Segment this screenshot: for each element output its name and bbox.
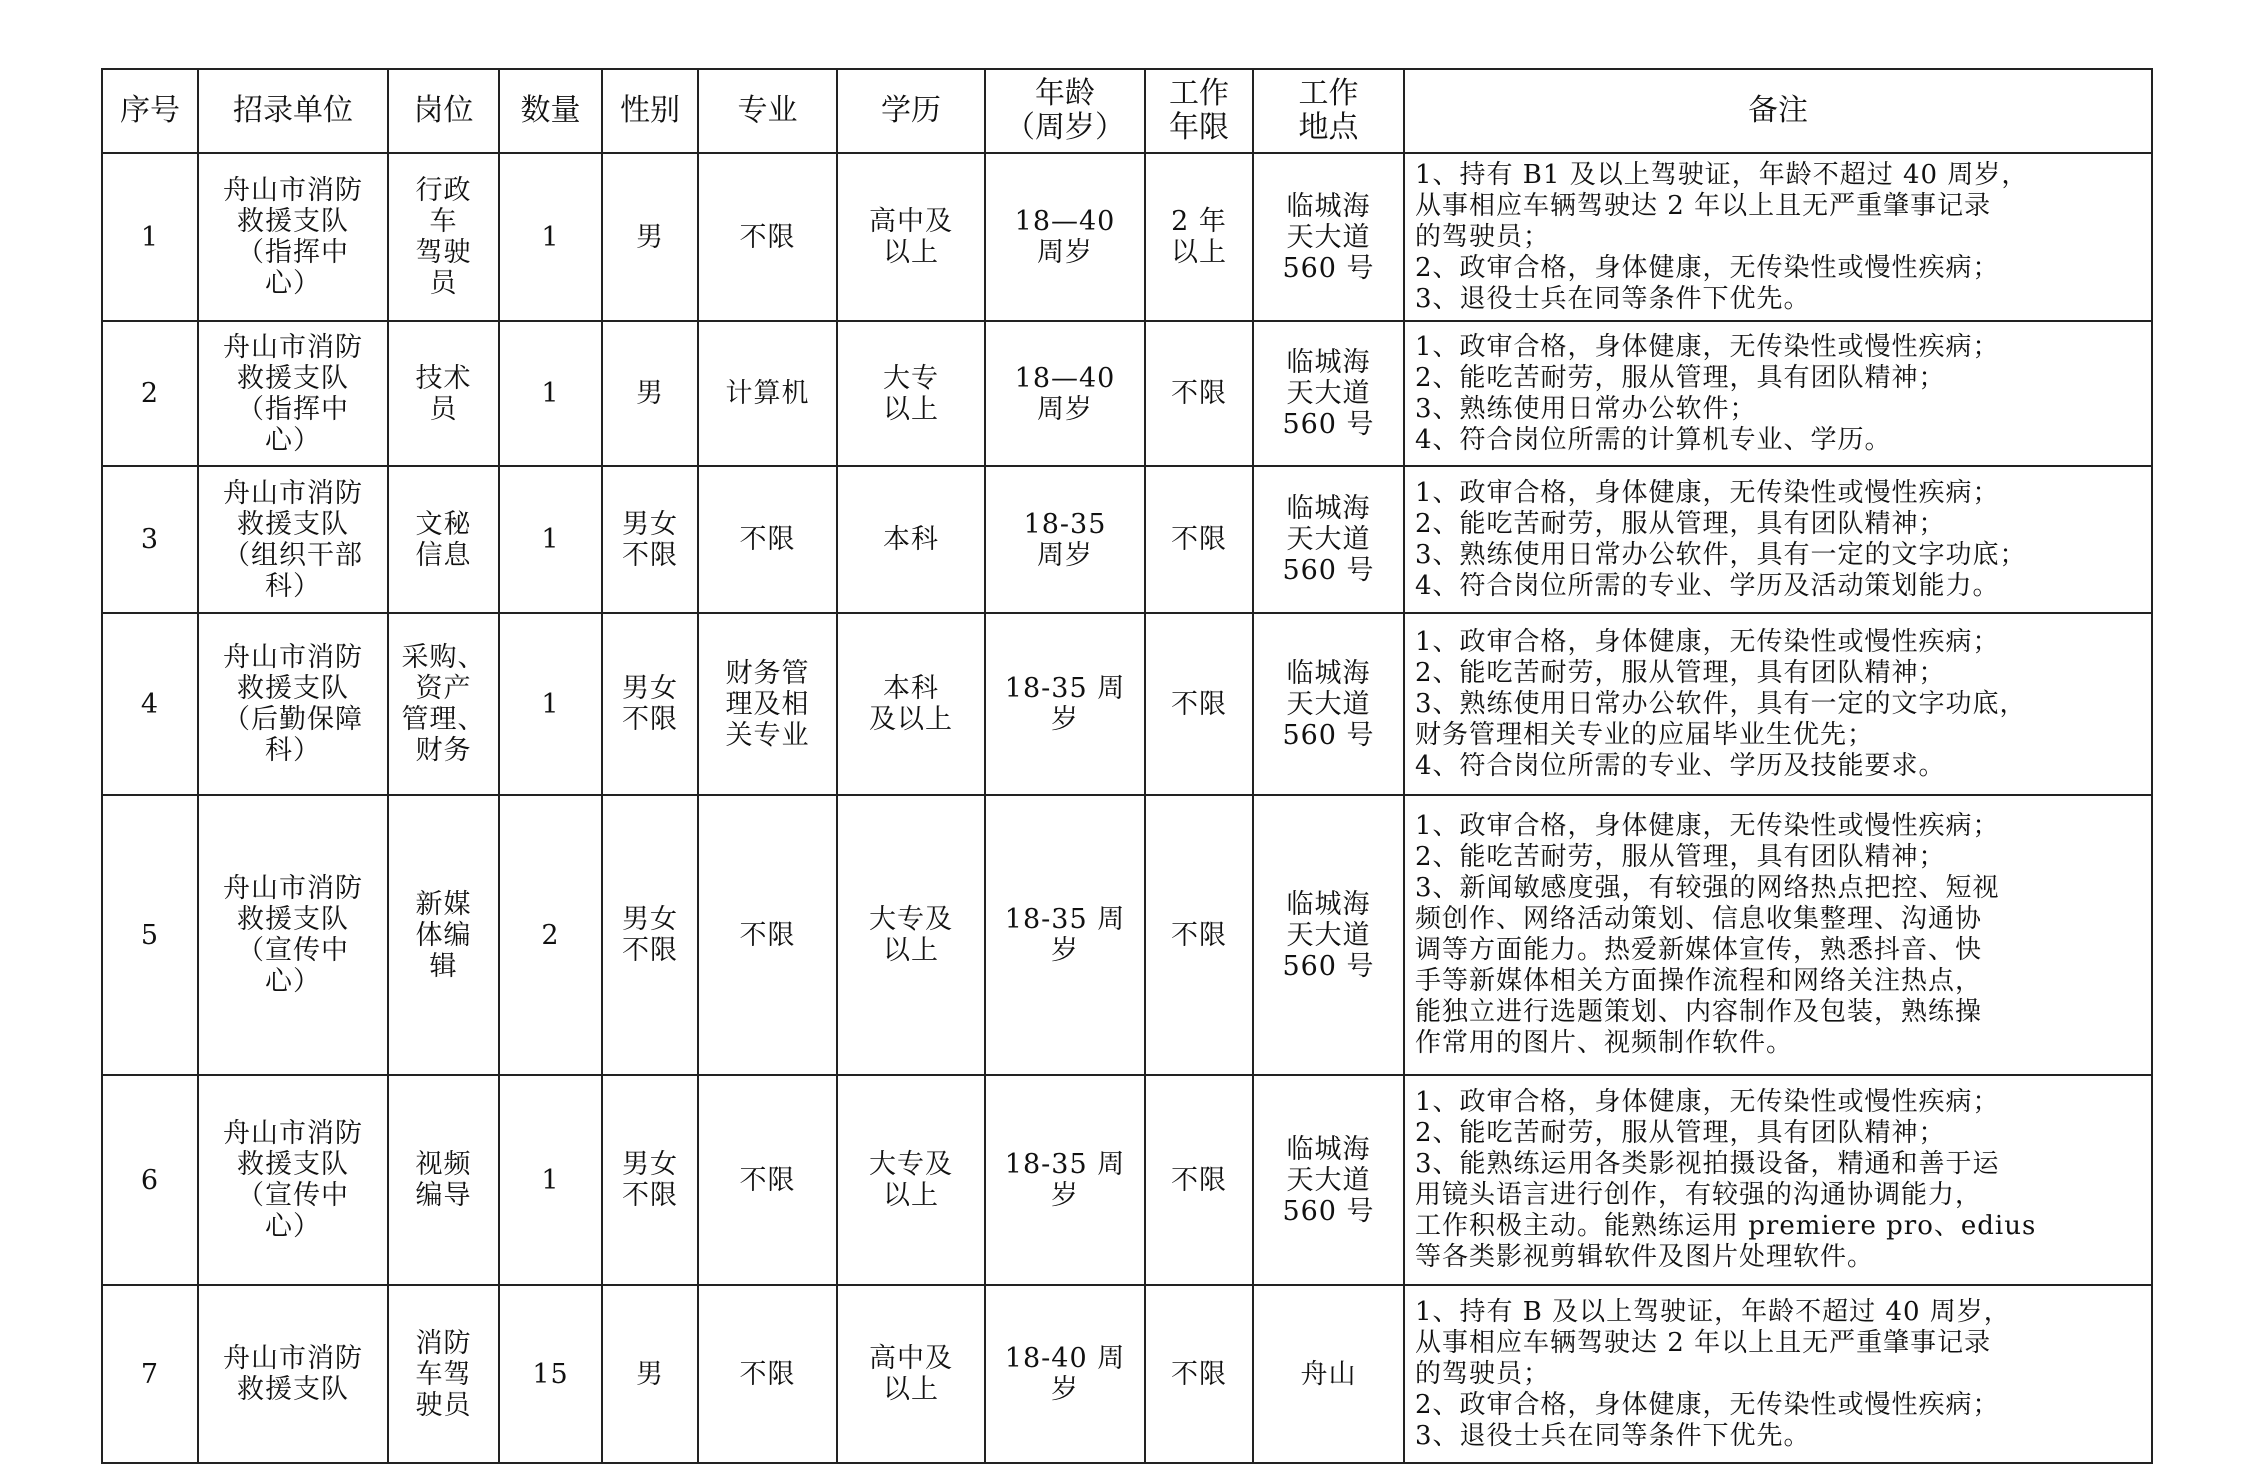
cell-major: 财务管 理及相 关专业 [698,613,837,795]
cell-major: 不限 [698,1285,837,1463]
cell-post: 消防 车驾 驶员 [388,1285,499,1463]
recruitment-table [101,68,2153,1464]
cell-post: 技术 员 [388,321,499,466]
cell-gender: 男 [602,153,698,321]
header-education: 学历 [837,69,985,153]
header-work-years: 工作 年限 [1145,69,1253,153]
header-gender: 性别 [602,69,698,153]
table-row [102,466,2152,613]
header-remarks: 备注 [1404,69,2152,153]
table-row [102,153,2152,321]
cell-age: 18—40 周岁 [985,321,1145,466]
cell-seq: 1 [102,153,198,321]
cell-gender: 男 [602,321,698,466]
cell-unit: 舟山市消防 救援支队 （后勤保障 科） [198,613,388,795]
cell-education: 本科 [837,466,985,613]
cell-count: 1 [499,153,602,321]
table-row [102,1075,2152,1285]
cell-unit: 舟山市消防 救援支队 （组织干部 科） [198,466,388,613]
cell-work-location: 临城海 天大道 560 号 [1253,1075,1404,1285]
cell-count: 1 [499,321,602,466]
header-row [102,69,2152,153]
cell-work-years: 不限 [1145,613,1253,795]
cell-work-location: 临城海 天大道 560 号 [1253,321,1404,466]
cell-seq: 2 [102,321,198,466]
header-seq: 序号 [102,69,198,153]
cell-remarks: 1、政审合格，身体健康，无传染性或慢性疾病； 2、能吃苦耐劳，服从管理，具有团队精神； 3、能熟练运用各类影视拍摄设备，精通和善于运 用镜头语言进行创作，有较强的沟通协调能力， 工作积极主动。能熟练运用 premiere pro、edius 等各类影视剪辑软件及图片处理软件。 [1404,1075,2152,1285]
cell-work-years: 不限 [1145,466,1253,613]
header-unit: 招录单位 [198,69,388,153]
cell-education: 大专及 以上 [837,795,985,1075]
cell-post: 文秘 信息 [388,466,499,613]
cell-work-years: 不限 [1145,795,1253,1075]
cell-work-years: 不限 [1145,1075,1253,1285]
table-row [102,1285,2152,1463]
cell-unit: 舟山市消防 救援支队 （指挥中 心） [198,321,388,466]
cell-count: 1 [499,1075,602,1285]
cell-remarks: 1、政审合格，身体健康，无传染性或慢性疾病； 2、能吃苦耐劳，服从管理，具有团队精神； 3、熟练使用日常办公软件，具有一定的文字功底， 财务管理相关专业的应届毕业生优先； 4、符合岗位所需的专业、学历及技能要求。 [1404,613,2152,795]
cell-age: 18-35 周岁 [985,613,1145,795]
cell-remarks: 1、政审合格，身体健康，无传染性或慢性疾病； 2、能吃苦耐劳，服从管理，具有团队精神； 3、新闻敏感度强，有较强的网络热点把控、短视 频创作、网络活动策划、信息收集整理、沟通协 调等方面能力。热爱新媒体宣传，熟悉抖音、快 手等新媒体相关方面操作流程和网络关注热点， 能独立进行选题策划、内容制作及包装，熟练操 作常用的图片、视频制作软件。 [1404,795,2152,1075]
cell-post: 视频 编导 [388,1075,499,1285]
cell-education: 高中及 以上 [837,1285,985,1463]
table-row [102,613,2152,795]
cell-gender: 男女 不限 [602,466,698,613]
cell-gender: 男女 不限 [602,613,698,795]
cell-seq: 5 [102,795,198,1075]
cell-work-location: 临城海 天大道 560 号 [1253,795,1404,1075]
cell-work-years: 2 年 以上 [1145,153,1253,321]
cell-seq: 3 [102,466,198,613]
cell-work-years: 不限 [1145,321,1253,466]
cell-remarks: 1、政审合格，身体健康，无传染性或慢性疾病； 2、能吃苦耐劳，服从管理，具有团队精神； 3、熟练使用日常办公软件，具有一定的文字功底； 4、符合岗位所需的专业、学历及活动策划能力。 [1404,466,2152,613]
cell-seq: 6 [102,1075,198,1285]
table-row [102,321,2152,466]
header-post: 岗位 [388,69,499,153]
header-count: 数量 [499,69,602,153]
cell-post: 新媒 体编 辑 [388,795,499,1075]
cell-post: 行政 车 驾驶 员 [388,153,499,321]
cell-count: 2 [499,795,602,1075]
cell-seq: 7 [102,1285,198,1463]
cell-age: 18-35 周岁 [985,466,1145,613]
cell-count: 15 [499,1285,602,1463]
cell-post: 采购、 资产 管理、 财务 [388,613,499,795]
cell-work-years: 不限 [1145,1285,1253,1463]
cell-major: 不限 [698,466,837,613]
cell-work-location: 临城海 天大道 560 号 [1253,613,1404,795]
header-major: 专业 [698,69,837,153]
cell-age: 18—40 周岁 [985,153,1145,321]
cell-unit: 舟山市消防 救援支队 （宣传中 心） [198,1075,388,1285]
cell-work-location: 临城海 天大道 560 号 [1253,466,1404,613]
cell-age: 18-35 周岁 [985,795,1145,1075]
cell-major: 不限 [698,795,837,1075]
cell-major: 不限 [698,1075,837,1285]
cell-unit: 舟山市消防 救援支队 （指挥中 心） [198,153,388,321]
cell-education: 高中及 以上 [837,153,985,321]
cell-education: 大专及 以上 [837,1075,985,1285]
cell-gender: 男女 不限 [602,1075,698,1285]
cell-remarks: 1、持有 B 及以上驾驶证，年龄不超过 40 周岁， 从事相应车辆驾驶达 2 年以上且无严重肇事记录 的驾驶员； 2、政审合格，身体健康，无传染性或慢性疾病； 3、退役士兵在同等条件下优先。 [1404,1285,2152,1463]
header-age: 年龄 （周岁） [985,69,1145,153]
cell-gender: 男 [602,1285,698,1463]
cell-work-location: 临城海 天大道 560 号 [1253,153,1404,321]
cell-age: 18-35 周岁 [985,1075,1145,1285]
cell-education: 大专 以上 [837,321,985,466]
cell-remarks: 1、持有 B1 及以上驾驶证，年龄不超过 40 周岁， 从事相应车辆驾驶达 2 年以上且无严重肇事记录 的驾驶员； 2、政审合格，身体健康，无传染性或慢性疾病； 3、退役士兵在同等条件下优先。 [1404,153,2152,321]
cell-seq: 4 [102,613,198,795]
cell-work-location: 舟山 [1253,1285,1404,1463]
cell-unit: 舟山市消防 救援支队 （宣传中 心） [198,795,388,1075]
cell-count: 1 [499,466,602,613]
cell-count: 1 [499,613,602,795]
cell-remarks: 1、政审合格，身体健康，无传染性或慢性疾病； 2、能吃苦耐劳，服从管理，具有团队精神； 3、熟练使用日常办公软件； 4、符合岗位所需的计算机专业、学历。 [1404,321,2152,466]
header-work-location: 工作 地点 [1253,69,1404,153]
cell-age: 18-40 周岁 [985,1285,1145,1463]
cell-major: 计算机 [698,321,837,466]
cell-gender: 男女 不限 [602,795,698,1075]
cell-major: 不限 [698,153,837,321]
cell-unit: 舟山市消防 救援支队 [198,1285,388,1463]
table-row [102,795,2152,1075]
cell-education: 本科 及以上 [837,613,985,795]
